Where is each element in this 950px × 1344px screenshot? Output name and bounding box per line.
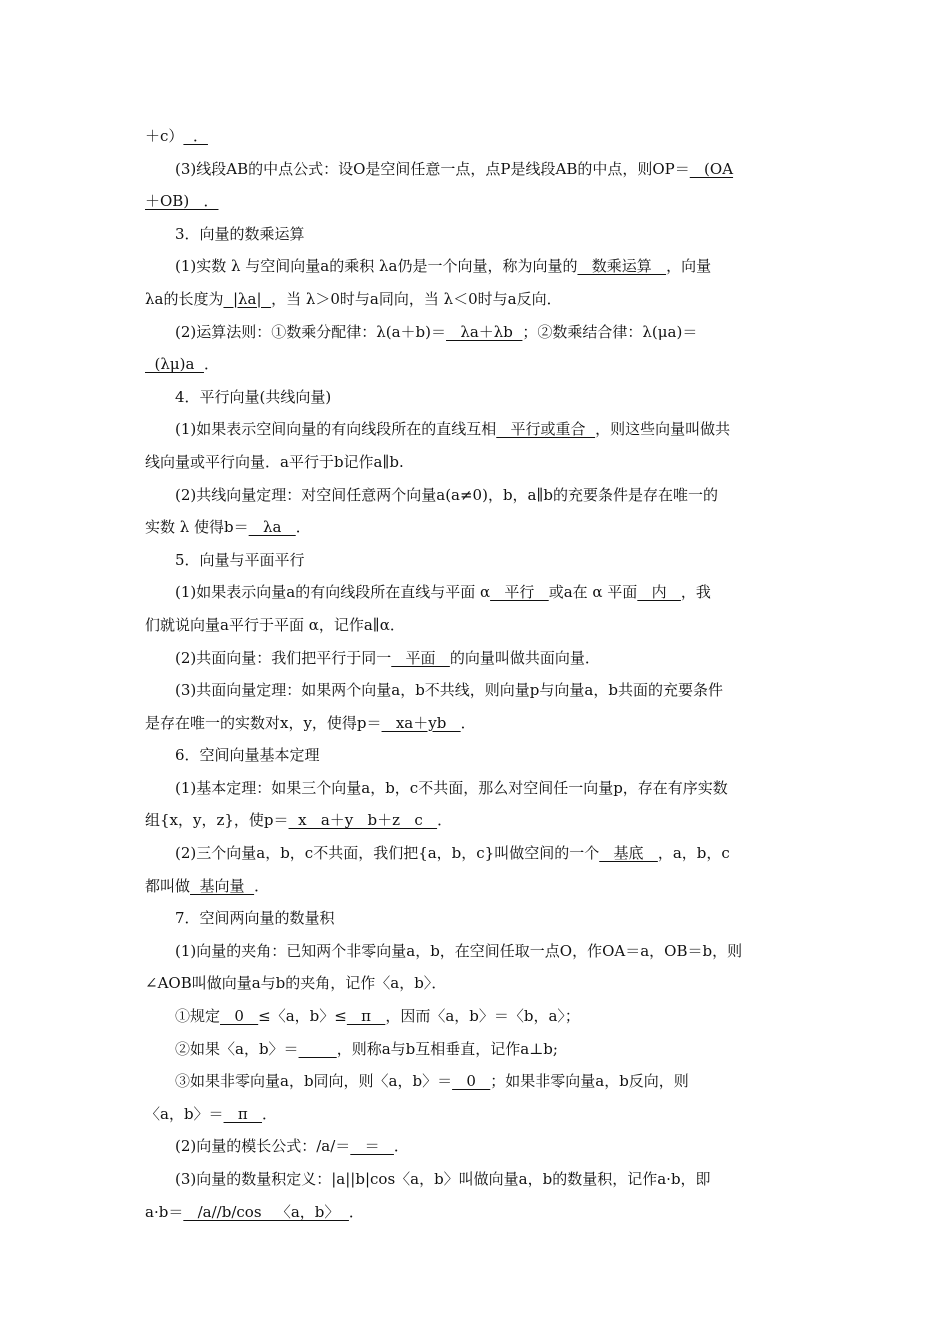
answer-blank: 0 [220,1007,259,1026]
line-text: ． [348,1202,364,1221]
line-text: ，当 λ＞0时与a同向，当 λ＜0时与a反向． [271,289,562,308]
line-text: (1)实数 λ 与空间向量a的乘积 λa仍是一个向量，称为向量的 [175,257,578,276]
text-line [145,348,810,381]
line-text: (3)线段AB的中点公式：设O是空间任意一点，点P是线段AB的中点，则OP＝ [175,159,690,178]
answer-blank: 平行或重合 [496,420,596,439]
line-text: ①规定 [175,1007,221,1026]
line-text: (2)三个向量a，b，c不共面，我们把{a，b，c}叫做空间的一个 [175,844,600,863]
line-text: (3)共面向量定理：如果两个向量a，b不共线，则向量p与向量a，b共面的充要条件 [175,681,723,700]
answer-blank: xa＋yb [381,713,461,732]
line-text: ． [295,518,311,537]
text-line [145,1065,810,1098]
answer-blank: 数乘运算 [577,257,667,276]
text-line [145,250,810,283]
text-line [145,316,810,349]
line-text: ③如果非零向量a，b同向，则〈a，b〉＝ [175,1072,453,1091]
text-line [145,642,810,675]
answer-blank: λa [248,518,296,537]
line-text: (3)向量的数量积定义：|a||b|cos〈a，b〉叫做向量a，b的数量积，记作a·b，即 [175,1170,711,1188]
answer-blank: ． [183,127,208,145]
answer-blank: λa＋λb [446,322,523,341]
text-line [145,935,810,968]
text-line [145,446,810,479]
answer-blank: 基向量 [190,876,255,895]
answer-blank: π [223,1104,263,1123]
line-text: ；②数乘结合律：λ(μa)＝ [522,322,698,341]
line-text: ，向量 [666,257,712,276]
line-text: 4．平行向量(共线向量) [175,387,332,406]
line-text: 5．向量与平面平行 [175,550,305,569]
line-text: (1)基本定理：如果三个向量a，b，c不共面，那么对空间任一向量p，存在有序实数 [175,778,728,797]
line-text: (2)共面向量：我们把平行于同一 [175,648,392,667]
answer-blank: 平面 [391,648,450,667]
text-line [145,1130,810,1163]
text-line [145,544,810,577]
line-text: ②如果〈a，b〉＝ [175,1039,299,1058]
line-text: ＋c） [145,127,184,145]
line-text: 的向量叫做共面向量． [449,648,600,667]
text-line [145,967,810,1000]
answer-blank: 内 [637,583,681,602]
line-text: 6．空间向量基本定理 [175,746,320,765]
text-line [145,837,810,870]
text-line [145,1033,810,1066]
line-text: 或a在 α 平面 [548,583,638,602]
text-line [145,804,810,837]
text-line [145,707,810,740]
line-text: (2)运算法则：①数乘分配律：λ(a＋b)＝ [175,322,447,341]
text-line [145,479,810,512]
text-line [145,1098,810,1131]
line-text: ∠AOB叫做向量a与b的夹角，记作〈a，b〉． [145,974,447,993]
line-text: 7．空间两向量的数量积 [175,909,335,928]
line-text: 们就说向量a平行于平面 α，记作a∥α． [145,615,405,634]
line-text: λa的长度为 [145,289,224,308]
line-text: (1)如果表示空间向量的有向线段所在的直线互相 [175,420,497,439]
line-text: ． [437,811,453,830]
answer-blank: 平行 [490,583,549,602]
answer-blank: |λa| [223,289,272,308]
line-text: 都叫做 [145,876,191,895]
text-line [145,413,810,446]
text-line [145,283,810,316]
line-text: ≤〈a，b〉≤ [258,1007,347,1026]
line-text: ，我 [680,583,711,602]
text-line [145,772,810,805]
line-text: 实数 λ 使得b＝ [145,518,249,537]
line-text: 是存在唯一的实数对x，y，使得p＝ [145,713,382,732]
text-line [145,1163,810,1196]
line-text: (1)向量的夹角：已知两个非零向量a，b，在空间任取一点O，作OA＝a，OB＝b，则 [175,941,743,960]
line-text: ． [203,355,219,374]
text-line [145,576,810,609]
document-page [145,120,810,1228]
text-line [145,739,810,772]
text-line [145,381,810,414]
line-text: ，因而〈a，b〉＝〈b，a〉； [385,1007,580,1026]
answer-blank: ＝ [350,1137,394,1156]
line-text: (2)共线向量定理：对空间任意两个向量a(a≠0)，b，a∥b的充要条件是存在唯一的 [175,485,719,504]
text-line [145,1000,810,1033]
answer-blank: 0 [452,1072,491,1091]
line-text: (2)向量的模长公式：/a/＝ [175,1137,351,1156]
text-line [145,870,810,903]
text-line [145,609,810,642]
text-line [145,1196,810,1229]
text-line [145,511,810,544]
answer-blank: /a//b/cos 〈a，b〉 [183,1202,349,1221]
text-line [145,120,810,153]
line-text: 组{x，y，z}，使p＝ [145,811,289,830]
line-text: (1)如果表示向量a的有向线段所在直线与平面 α [175,583,491,602]
line-text: ，则称a与b互相垂直，记作a⊥b; [336,1039,558,1058]
line-text: ；如果非零向量a，b反向，则 [490,1072,689,1091]
answer-blank: x a＋y b＋z c [288,811,438,830]
line-text: ． [254,876,270,895]
line-text: 3．向量的数乘运算 [175,224,305,243]
line-text: ． [460,713,476,732]
line-text: a·b＝ [145,1202,184,1221]
line-text: ，a，b，c [657,844,730,863]
line-text: ，则这些向量叫做共 [595,420,731,439]
text-line [145,902,810,935]
answer-blank: ＋OB) ． [145,192,219,211]
answer-blank: (λμ)a [145,355,204,374]
text-line [145,674,810,707]
line-text: 线向量或平行向量．a平行于b记作a∥b. [145,452,404,471]
line-text: ． [393,1137,409,1156]
answer-blank [299,1040,337,1058]
answer-blank: (OA [689,159,734,178]
text-line [145,218,810,251]
line-text: ． [262,1104,278,1123]
text-line [145,185,810,218]
text-line [145,153,810,186]
line-text: 〈a，b〉＝ [145,1104,224,1123]
answer-blank: π [346,1007,386,1026]
answer-blank: 基底 [599,844,658,863]
